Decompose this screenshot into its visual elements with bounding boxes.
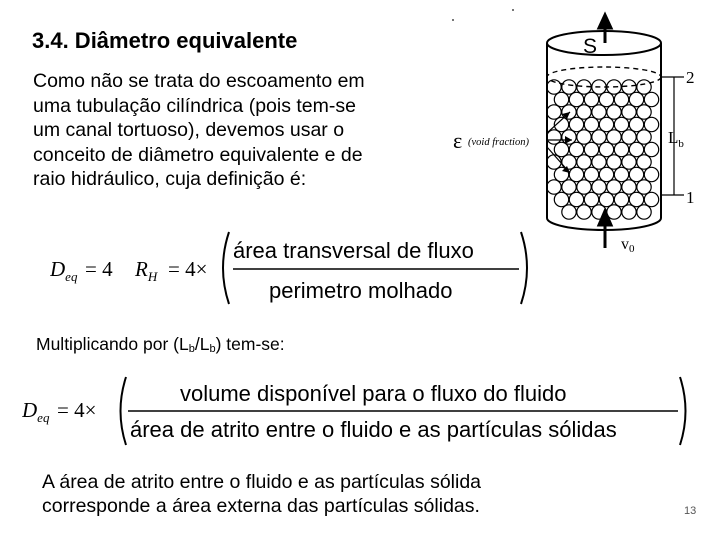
particle	[592, 180, 606, 194]
particle	[607, 105, 621, 119]
particle	[577, 155, 591, 169]
particle	[599, 92, 613, 106]
equation-1-lhs	[50, 248, 220, 288]
intro-paragraph	[33, 69, 453, 192]
particle	[614, 92, 628, 106]
particle	[637, 105, 651, 119]
particle	[599, 192, 613, 206]
particle	[644, 167, 658, 181]
particle	[584, 192, 598, 206]
particle	[599, 117, 613, 131]
particle	[629, 192, 643, 206]
particle	[577, 205, 591, 219]
particle	[562, 205, 576, 219]
particle	[577, 130, 591, 144]
label-s: S	[583, 35, 598, 58]
outflow-arrow	[599, 15, 611, 43]
particle	[569, 192, 583, 206]
particle	[562, 80, 576, 94]
equation-2-numerator: volume disponível para o fluxo do fluido	[180, 381, 567, 406]
svg-text:= 4×: = 4×	[57, 398, 97, 422]
particle	[554, 142, 568, 156]
particle	[577, 105, 591, 119]
bed-top-surface	[547, 67, 661, 87]
particle	[547, 180, 561, 194]
particle	[577, 180, 591, 194]
particle	[599, 167, 613, 181]
particle	[644, 142, 658, 156]
label-1: 1	[686, 188, 695, 207]
particle	[607, 180, 621, 194]
particle	[637, 80, 651, 94]
particle	[637, 180, 651, 194]
label-v0: v0	[621, 236, 635, 255]
particle	[644, 117, 658, 131]
particle	[562, 130, 576, 144]
svg-text:= 4: = 4	[85, 257, 113, 281]
particle	[629, 167, 643, 181]
particle	[554, 192, 568, 206]
particle	[629, 142, 643, 156]
equation-1-numerator: área transversal de fluxo	[233, 238, 474, 263]
intro-line: um canal tortuoso), devemos usar o	[33, 119, 345, 141]
label-2: 2	[686, 68, 695, 87]
intro-line: conceito de diâmetro equivalente e de	[33, 143, 363, 166]
equation-2	[22, 375, 702, 447]
page-number: 13	[684, 505, 697, 517]
particle	[644, 192, 658, 206]
label-epsilon: ε	[453, 128, 463, 153]
particle	[562, 180, 576, 194]
particle	[629, 92, 643, 106]
particle	[584, 117, 598, 131]
particle	[584, 92, 598, 106]
particle-spheres	[547, 80, 659, 219]
bottom-paragraph	[42, 470, 481, 518]
particle	[592, 155, 606, 169]
particle	[622, 205, 636, 219]
particle	[614, 192, 628, 206]
packed-bed-figure	[450, 5, 710, 265]
particle	[599, 142, 613, 156]
svg-text:= 4×: = 4×	[168, 257, 208, 281]
particle	[592, 105, 606, 119]
bottom-line: A área de atrito entre o fluido e as partículas sólida	[42, 471, 482, 493]
particle	[569, 92, 583, 106]
intro-line: uma tubulação cilíndrica (pois tem-se	[33, 94, 356, 117]
particle	[637, 205, 651, 219]
svg-text:Deq: $D_{eq}$	[22, 398, 50, 425]
particle	[569, 167, 583, 181]
particle	[614, 167, 628, 181]
equation-1	[50, 228, 530, 308]
particle	[584, 142, 598, 156]
particle	[569, 117, 583, 131]
particle	[637, 155, 651, 169]
multiply-sentence: Multiplicando por $(L_b/L_b)$ tem-se:	[36, 334, 285, 355]
svg-text:Deq: $D_{eq}$	[50, 257, 78, 284]
equation-2-lhs	[22, 393, 122, 433]
particle	[607, 130, 621, 144]
particle	[584, 167, 598, 181]
particle	[569, 142, 583, 156]
equation-1-denominator: perimetro molhado	[269, 278, 453, 303]
particle	[547, 155, 561, 169]
intro-line: raio hidráulico, cuja definição é:	[33, 168, 307, 190]
slide-title: 3.4. Diâmetro equivalente	[32, 28, 298, 53]
svg-text:RH: $R_H$	[135, 257, 158, 284]
particle	[554, 92, 568, 106]
particle	[547, 105, 561, 119]
particle	[614, 142, 628, 156]
label-lb: $L_b$	[668, 128, 684, 150]
particle	[592, 130, 606, 144]
bottom-line: corresponde a área externa das partículas sólidas.	[42, 495, 480, 517]
intro-line: Como não se trata do escoamento em	[33, 70, 365, 92]
equation-2-denominator: área de atrito entre o fluido e as partículas sólidas	[130, 417, 617, 442]
particle	[607, 155, 621, 169]
particle	[614, 117, 628, 131]
particle	[622, 180, 636, 194]
particle	[637, 130, 651, 144]
particle	[622, 105, 636, 119]
particle	[629, 117, 643, 131]
particle	[622, 155, 636, 169]
particle	[644, 92, 658, 106]
label-void-fraction: (void fraction)	[468, 137, 529, 148]
particle	[622, 130, 636, 144]
